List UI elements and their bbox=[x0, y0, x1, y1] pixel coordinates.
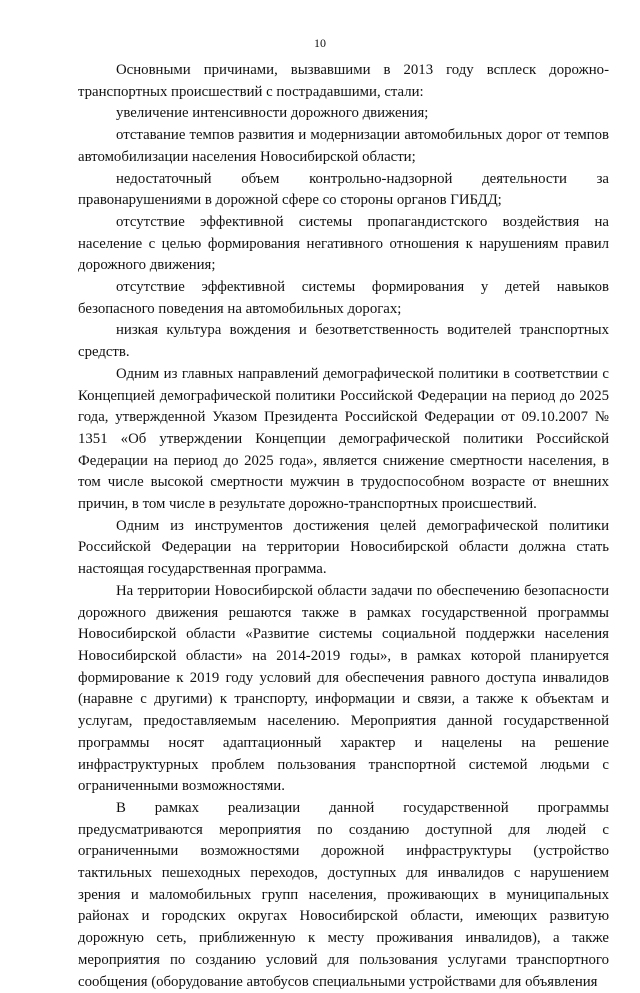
paragraph: низкая культура вождения и безответственность водителей транспортных средств. bbox=[78, 322, 609, 361]
body-text bbox=[78, 60, 609, 993]
page-number: 10 bbox=[314, 36, 326, 50]
paragraph: На территории Новосибирской области задачи по обеспечению безопасности дорожного движения решаются также в рамках государственной программы Новосибирской области «Развитие системы социальной поддержки населения Новосибирской области» на 2014-2019 годы», в рамках которой планируется формирование к 2019 году условий для обеспечения равного доступа инвалидов (наравне с другими) к транспорту, информации и связи, а также к объектам и услугам, предоставляемым населению. Мероприятия данной государственной программы носят адаптационный характер и нацелены на решение инфраструктурных проблем пользования транспортной системой людьми с ограниченными возможностями. bbox=[78, 582, 609, 795]
paragraph: отсутствие эффективной системы формирования у детей навыков безопасного поведения на автомобильных дорогах; bbox=[78, 279, 609, 317]
paragraph: отставание темпов развития и модернизации автомобильных дорог от темпов автомобилизации населения Новосибирской области; bbox=[78, 127, 609, 165]
paragraph: Одним из инструментов достижения целей демографической политики Российской Федерации на территории Новосибирской области должна стать настоящая государственная программа. bbox=[78, 517, 609, 578]
paragraph: В рамках реализации данной государственной программы предусматриваются мероприятия по созданию доступной для людей с ограниченными возможностями дорожной инфраструктуры (устройство тактильных пешеходных переходов, доступных для инвалидов с нарушением зрения и маломобильных групп населения, проживающих в муниципальных районах и городских округах Новосибирской области, имеющих развитую дорожную сеть, приближенную к месту проживания инвалидов), а также мероприятия по созданию условий для пользования услугами транспортного сообщения (оборудование автобусов специальными устройствами для объявления bbox=[78, 799, 609, 990]
paragraph: недостаточный объем контрольно-надзорной деятельности за правонарушениями в дорожной сфере со стороны органов ГИБДД; bbox=[78, 170, 609, 209]
paragraph: увеличение интенсивности дорожного движения; bbox=[116, 105, 429, 122]
paragraph: отсутствие эффективной системы пропагандистского воздействия на население с целью формирования негативного отношения к нарушениям правил дорожного движения; bbox=[78, 213, 609, 274]
paragraph: Одним из главных направлений демографической политики в соответствии с Концепцией демографической политики Российской Федерации на период до 2025 года, утвержденной Указом Президента Российской Федерации от 09.10.2007 № 1351 «Об утверждении Концепции демографической политики Российской Федерации на период до 2025 года», является снижение смертности населения, в том числе высокой смертности мужчин в трудоспособном возрасте от внешних причин, в том числе в результате дорожно-транспортных происшествий. bbox=[78, 365, 609, 513]
paragraph: Основными причинами, вызвавшими в 2013 году всплеск дорожно-транспортных происшествий с пострадавшими, стали: bbox=[78, 62, 609, 100]
